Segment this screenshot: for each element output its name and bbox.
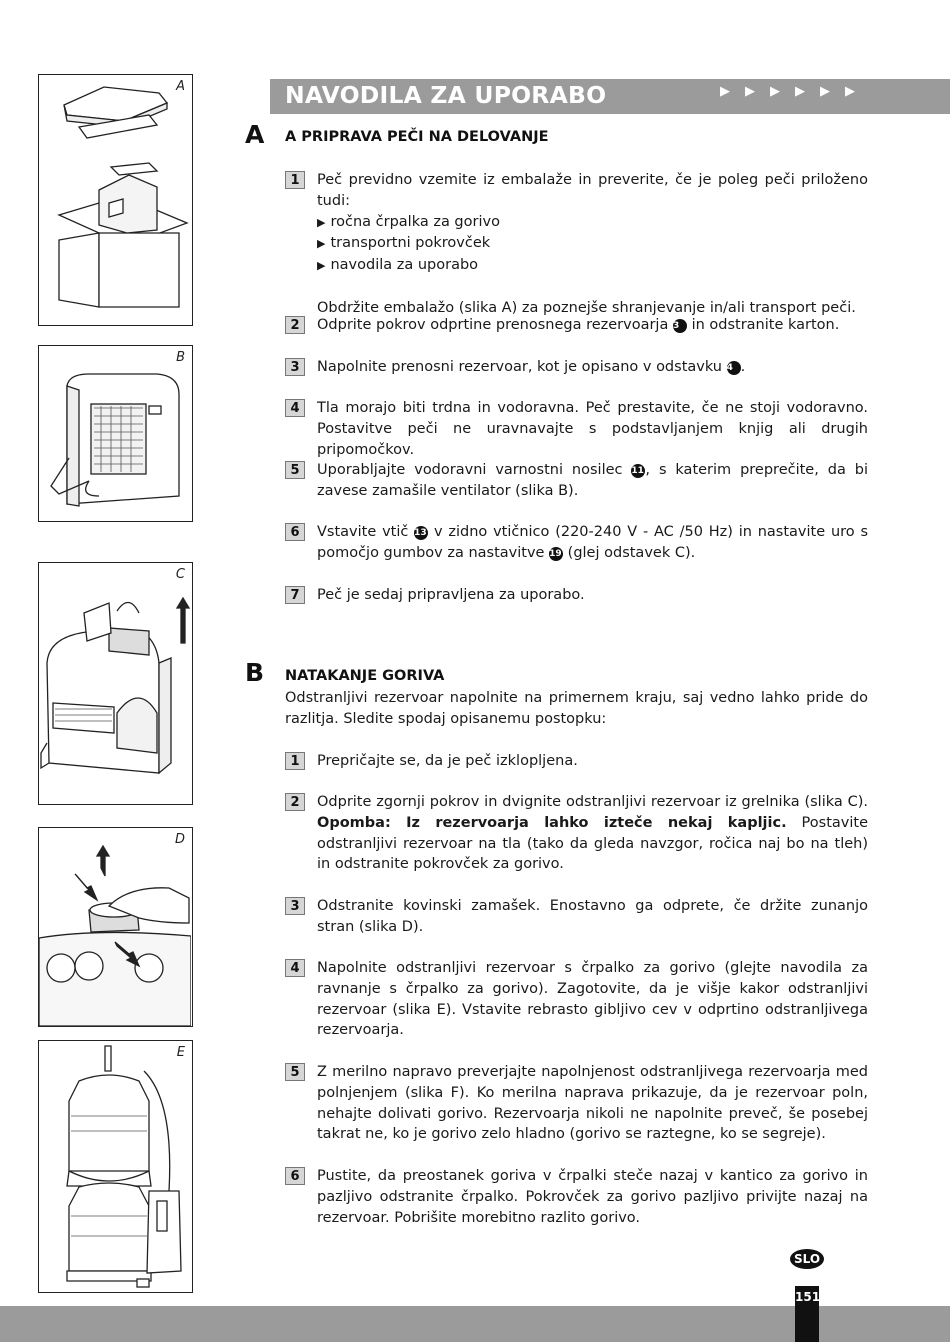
step-number: 2 — [285, 793, 305, 811]
step-number: 5 — [285, 461, 305, 479]
section-b-step — [285, 751, 868, 772]
figure-a-label: A — [176, 79, 185, 94]
section-a-step — [285, 460, 868, 502]
section-a-step — [285, 357, 868, 378]
step-text: Pustite, da preostanek goriva v črpalki steče nazaj v kantico za gorivo in pazljivo odstranite črpalko. Pokrovček za gorivo pazljivo privijte nazaj na rezervoar. Pobrišite morebitno razlito gorivo. — [317, 1168, 868, 1226]
bullet-item: ▶ ročna črpalka za gorivo — [317, 212, 868, 234]
section-b-intro: Odstranljivi rezervoar napolnite na primernem kraju, saj vedno lahko pride do razlitja. Sledite spodaj opisanemu postopku: — [285, 690, 868, 727]
section-b-step — [285, 792, 868, 875]
figure-b-label: B — [176, 350, 185, 365]
figure-b — [38, 345, 193, 522]
ref-number-badge: 11 — [631, 466, 644, 476]
section-a-heading: A PRIPRAVA PEČI NA DELOVANJE — [285, 129, 549, 145]
figure-a — [38, 74, 193, 326]
section-b-step — [285, 1062, 868, 1145]
figure-e — [38, 1040, 193, 1293]
step-text: Peč je sedaj pripravljena za uporabo. — [317, 587, 585, 603]
section-b-heading: NATAKANJE GORIVA — [285, 668, 445, 684]
heater-tank-removal-illustration — [39, 563, 191, 804]
step-number: 2 — [285, 316, 305, 334]
step-text: Vstavite vtič 13 v zidno vtičnico (220-240 V - AC /50 Hz) in nastavite uro s pomočjo gumbov za nastavitve 19 (glej odstavek C). — [317, 524, 869, 561]
step-number: 7 — [285, 586, 305, 604]
section-a-step — [285, 398, 868, 460]
figure-c — [38, 562, 193, 805]
step-text: Odprite pokrov odprtine prenosnega rezervoarja 3 in odstranite karton. — [317, 317, 840, 333]
section-b-step — [285, 1166, 868, 1228]
step-number: 1 — [285, 171, 305, 189]
step-text: Napolnite odstranljivi rezervoar s črpalko za gorivo (glejte navodila za ravnanje s črpalko za gorivo). Zagotovite, da je višje kakor odstranljivi rezervoar (slika E). Vstavite rebrasto gibljivo cev v odprtino odstranljivega rezervoarja. — [317, 960, 868, 1039]
page-number: 151 — [795, 1286, 819, 1342]
step-number: 6 — [285, 1167, 305, 1185]
step-number: 3 — [285, 358, 305, 376]
section-a-step — [285, 170, 868, 319]
section-a-step — [285, 585, 868, 606]
figure-e-label: E — [176, 1045, 185, 1060]
figure-c-label: C — [175, 567, 185, 582]
step-number: 3 — [285, 897, 305, 915]
step-text: Peč previdno vzemite iz embalaže in preverite, če je poleg peči priloženo tudi: — [317, 172, 868, 209]
section-a-letter: A — [245, 120, 265, 149]
bullet-item: ▶ transportni pokrovček — [317, 233, 868, 255]
figure-d — [38, 827, 193, 1027]
step-text: Odprite zgornji pokrov in dvignite odstranljivi rezervoar iz grelnika (slika C). Opomba: Iz rezervoarja lahko izteče nekaj kapljic. Postavite odstranljivi rezervoar na tla (tako da gleda navzgor, ročica naj bo na tleh) in odstranite pokrovček za gorivo. — [317, 794, 868, 873]
cap-unscrew-illustration — [39, 828, 191, 1026]
page-title: NAVODILA ZA UPORABO — [285, 81, 607, 109]
step-text: Odstranite kovinski zamašek. Enostavno ga odprete, če držite zunanjo stran (slika D). — [317, 898, 868, 935]
step-text: Napolnite prenosni rezervoar, kot je opisano v odstavku 4 . — [317, 359, 746, 375]
ref-number-badge: 3 — [673, 319, 687, 333]
step-note: Obdržite embalažo (slika A) za poznejše shranjevanje in/ali transport peči. — [317, 299, 856, 316]
bullet-item: ▶ navodila za uporabo — [317, 255, 868, 277]
step-note-bold: Opomba: Iz rezervoarja lahko izteče nekaj kapljic. — [317, 814, 787, 831]
section-b-step — [285, 896, 868, 938]
figure-d-label: D — [174, 832, 185, 847]
title-arrows: ▶▶▶▶▶▶ — [720, 84, 870, 99]
step-text: Tla morajo biti trdna in vodoravna. Peč prestavite, če ne stoji vodoravno. Postavitve peči ne uravnavajte s podstavljanjem knjig ali drugih pripomočkov. — [317, 400, 868, 458]
step-text: Prepričajte se, da je peč izklopljena. — [317, 753, 578, 769]
step-text: Uporabljajte vodoravni varnostni nosilec 11, s katerim preprečite, da bi zavese zamašile ventilator (slika B). — [317, 462, 868, 499]
step-number: 6 — [285, 523, 305, 541]
section-b-step — [285, 958, 868, 1041]
ref-number-badge: 4 — [727, 361, 741, 375]
step-number: 1 — [285, 752, 305, 770]
step-number: 4 — [285, 399, 305, 417]
fuel-pump-can-illustration — [39, 1041, 191, 1292]
section-a-step — [285, 315, 868, 336]
step-text: Z merilno napravo preverjajte napolnjenost odstranljivega rezervoarja med polnjenjem (slika F). Ko merilna naprava prikazuje, da je rezervoar poln, nehajte dolivati gorivo. Rezervoarja nikoli ne napolnite preveč, še posebej takrat ne, ko je gorivo zelo hladno (gorivo se raztegne, ko se segreje). — [317, 1064, 868, 1143]
ref-number-badge: 19 — [549, 548, 562, 559]
section-a-step — [285, 522, 868, 564]
step-number: 5 — [285, 1063, 305, 1081]
packaging-box-illustration — [39, 75, 191, 325]
step-number: 4 — [285, 959, 305, 977]
ref-number-badge: 13 — [414, 528, 427, 538]
language-badge: SLO — [790, 1249, 824, 1269]
heater-rear-illustration — [39, 346, 191, 521]
section-b-letter: B — [245, 658, 265, 687]
